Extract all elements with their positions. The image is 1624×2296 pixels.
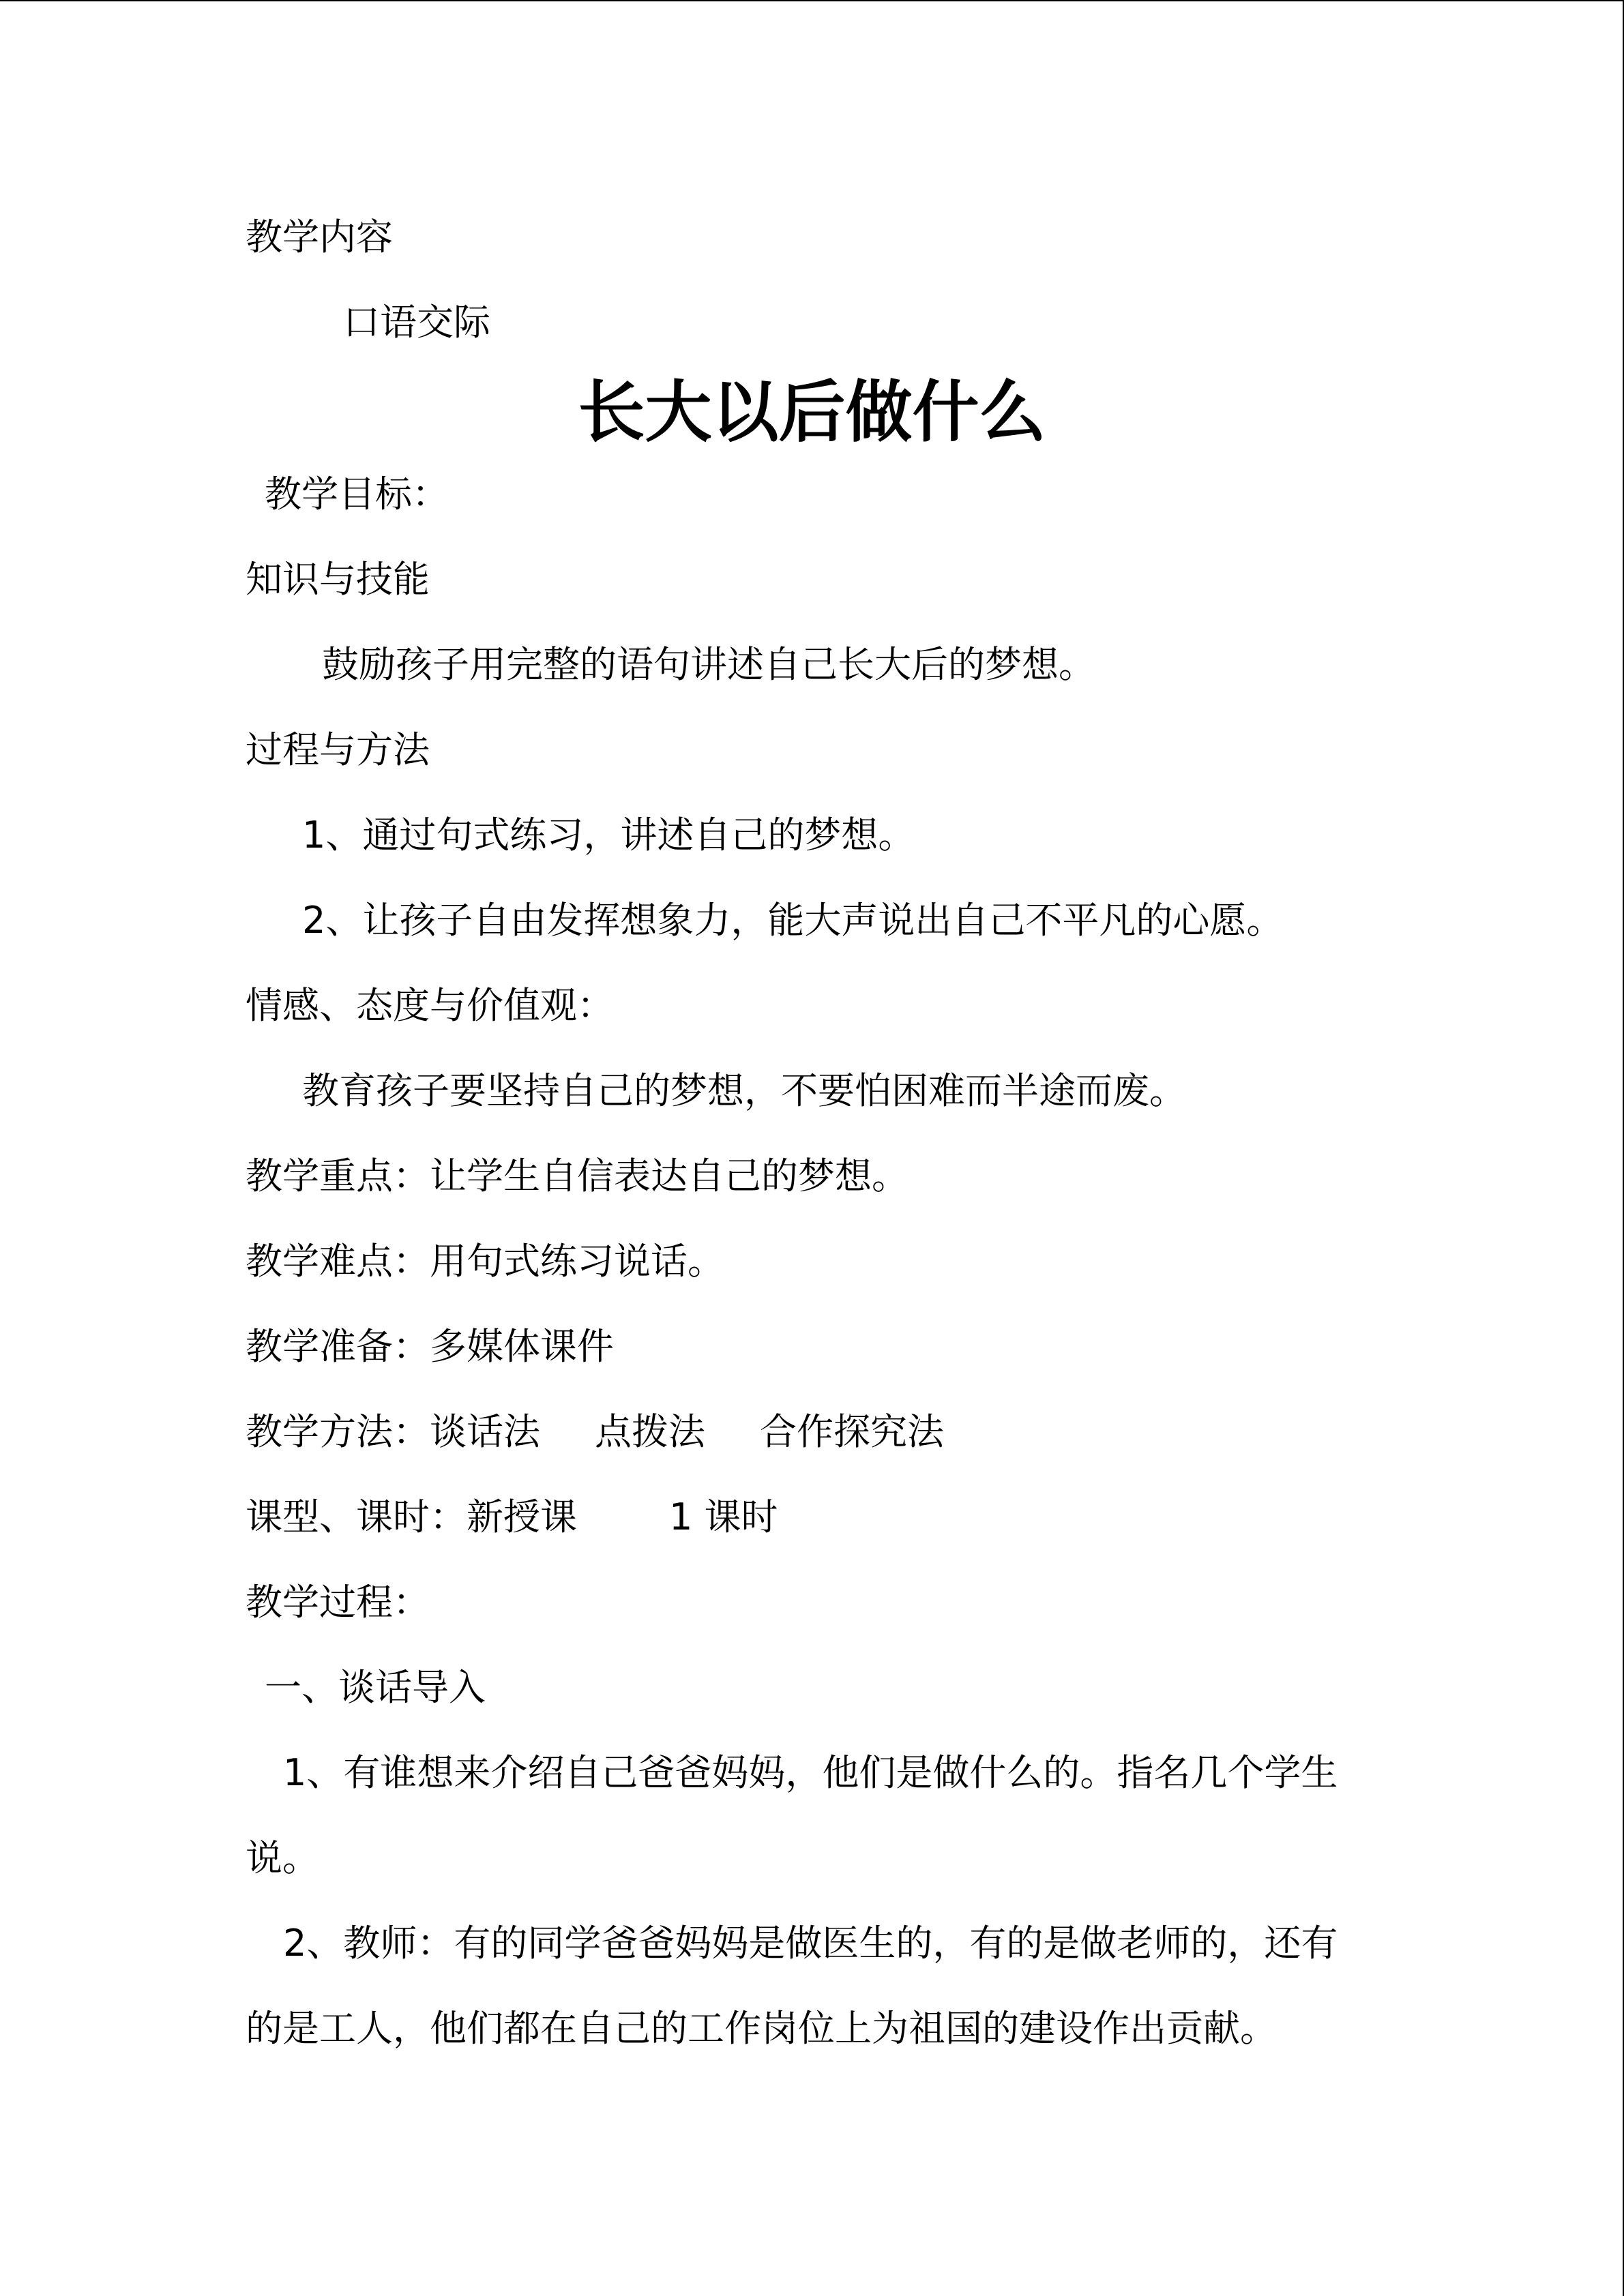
step-one-heading: 一、谈话导入 — [265, 1666, 486, 1709]
knowledge-text: 鼓励孩子用完整的语句讲述自己长大后的梦想。 — [322, 643, 1095, 686]
process-item-1: 1、通过句式练习，讲述自己的梦想。 — [302, 814, 915, 856]
method-item: 谈话法 — [430, 1410, 540, 1453]
step-one-item-2-line-2: 的是工人，他们都在自己的工作岗位上为祖国的建设作出贡献。 — [246, 2007, 1277, 2050]
lesson-type-value: 新授课 — [467, 1495, 577, 1538]
teaching-methods — [246, 1408, 944, 1456]
subtitle: 口语交际 — [343, 301, 490, 344]
preparation: 教学准备：多媒体课件 — [246, 1325, 614, 1368]
lesson-type — [246, 1493, 778, 1541]
page-title: 长大以后做什么 — [578, 374, 1046, 451]
process-heading: 过程与方法 — [246, 728, 430, 771]
lesson-hours: 1 课时 — [669, 1495, 778, 1538]
step-one-item-1-line-2: 说。 — [246, 1836, 319, 1879]
knowledge-heading: 知识与技能 — [246, 558, 430, 601]
emotion-text: 教育孩子要坚持自己的梦想，不要怕困难而半途而废。 — [302, 1069, 1186, 1112]
method-item: 点拨法 — [595, 1410, 705, 1453]
step-one-item-1-line-1: 1、有谁想来介绍自己爸爸妈妈，他们是做什么的。指名几个学生 — [283, 1751, 1338, 1794]
process-item-2: 2、让孩子自由发挥想象力，能大声说出自己不平凡的心愿。 — [302, 899, 1284, 942]
objectives-heading: 教学目标： — [265, 473, 449, 516]
step-one-item-2-line-1: 2、教师：有的同学爸爸妈妈是做医生的，有的是做老师的，还有 — [283, 1922, 1338, 1965]
key-point: 教学重点：让学生自信表达自己的梦想。 — [246, 1154, 909, 1197]
procedure-heading: 教学过程： — [246, 1581, 430, 1624]
section-label: 教学内容 — [246, 215, 393, 258]
method-item: 合作探究法 — [760, 1410, 944, 1453]
page-border-top — [0, 0, 1624, 1]
emotion-heading: 情感、态度与价值观： — [246, 984, 614, 1027]
difficulty: 教学难点：用句式练习说话。 — [246, 1240, 724, 1283]
lesson-type-label: 课型、课时： — [246, 1495, 467, 1538]
methods-label: 教学方法： — [246, 1410, 430, 1453]
